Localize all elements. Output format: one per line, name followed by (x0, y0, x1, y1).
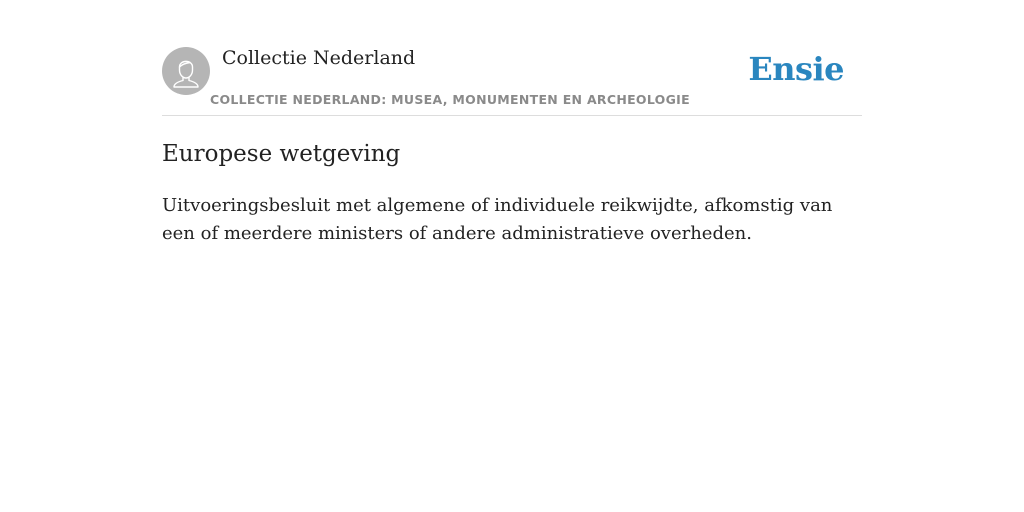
article-header (162, 0, 862, 116)
page-container (162, 0, 862, 512)
page-title: Europese wetgeving (162, 141, 401, 167)
author-name[interactable]: Collectie Nederland (222, 47, 416, 69)
user-silhouette-icon (162, 47, 210, 95)
ensie-logo[interactable]: Ensie (748, 50, 844, 88)
avatar[interactable] (162, 47, 210, 95)
definition-text: Uitvoeringsbesluit met algemene of individuele reikwijdte, afkomstig van een of meerdere ministers of andere administratieve overheden. (162, 195, 833, 244)
collection-label[interactable]: COLLECTIE NEDERLAND: MUSEA, MONUMENTEN EN ARCHEOLOGIE (210, 92, 690, 107)
